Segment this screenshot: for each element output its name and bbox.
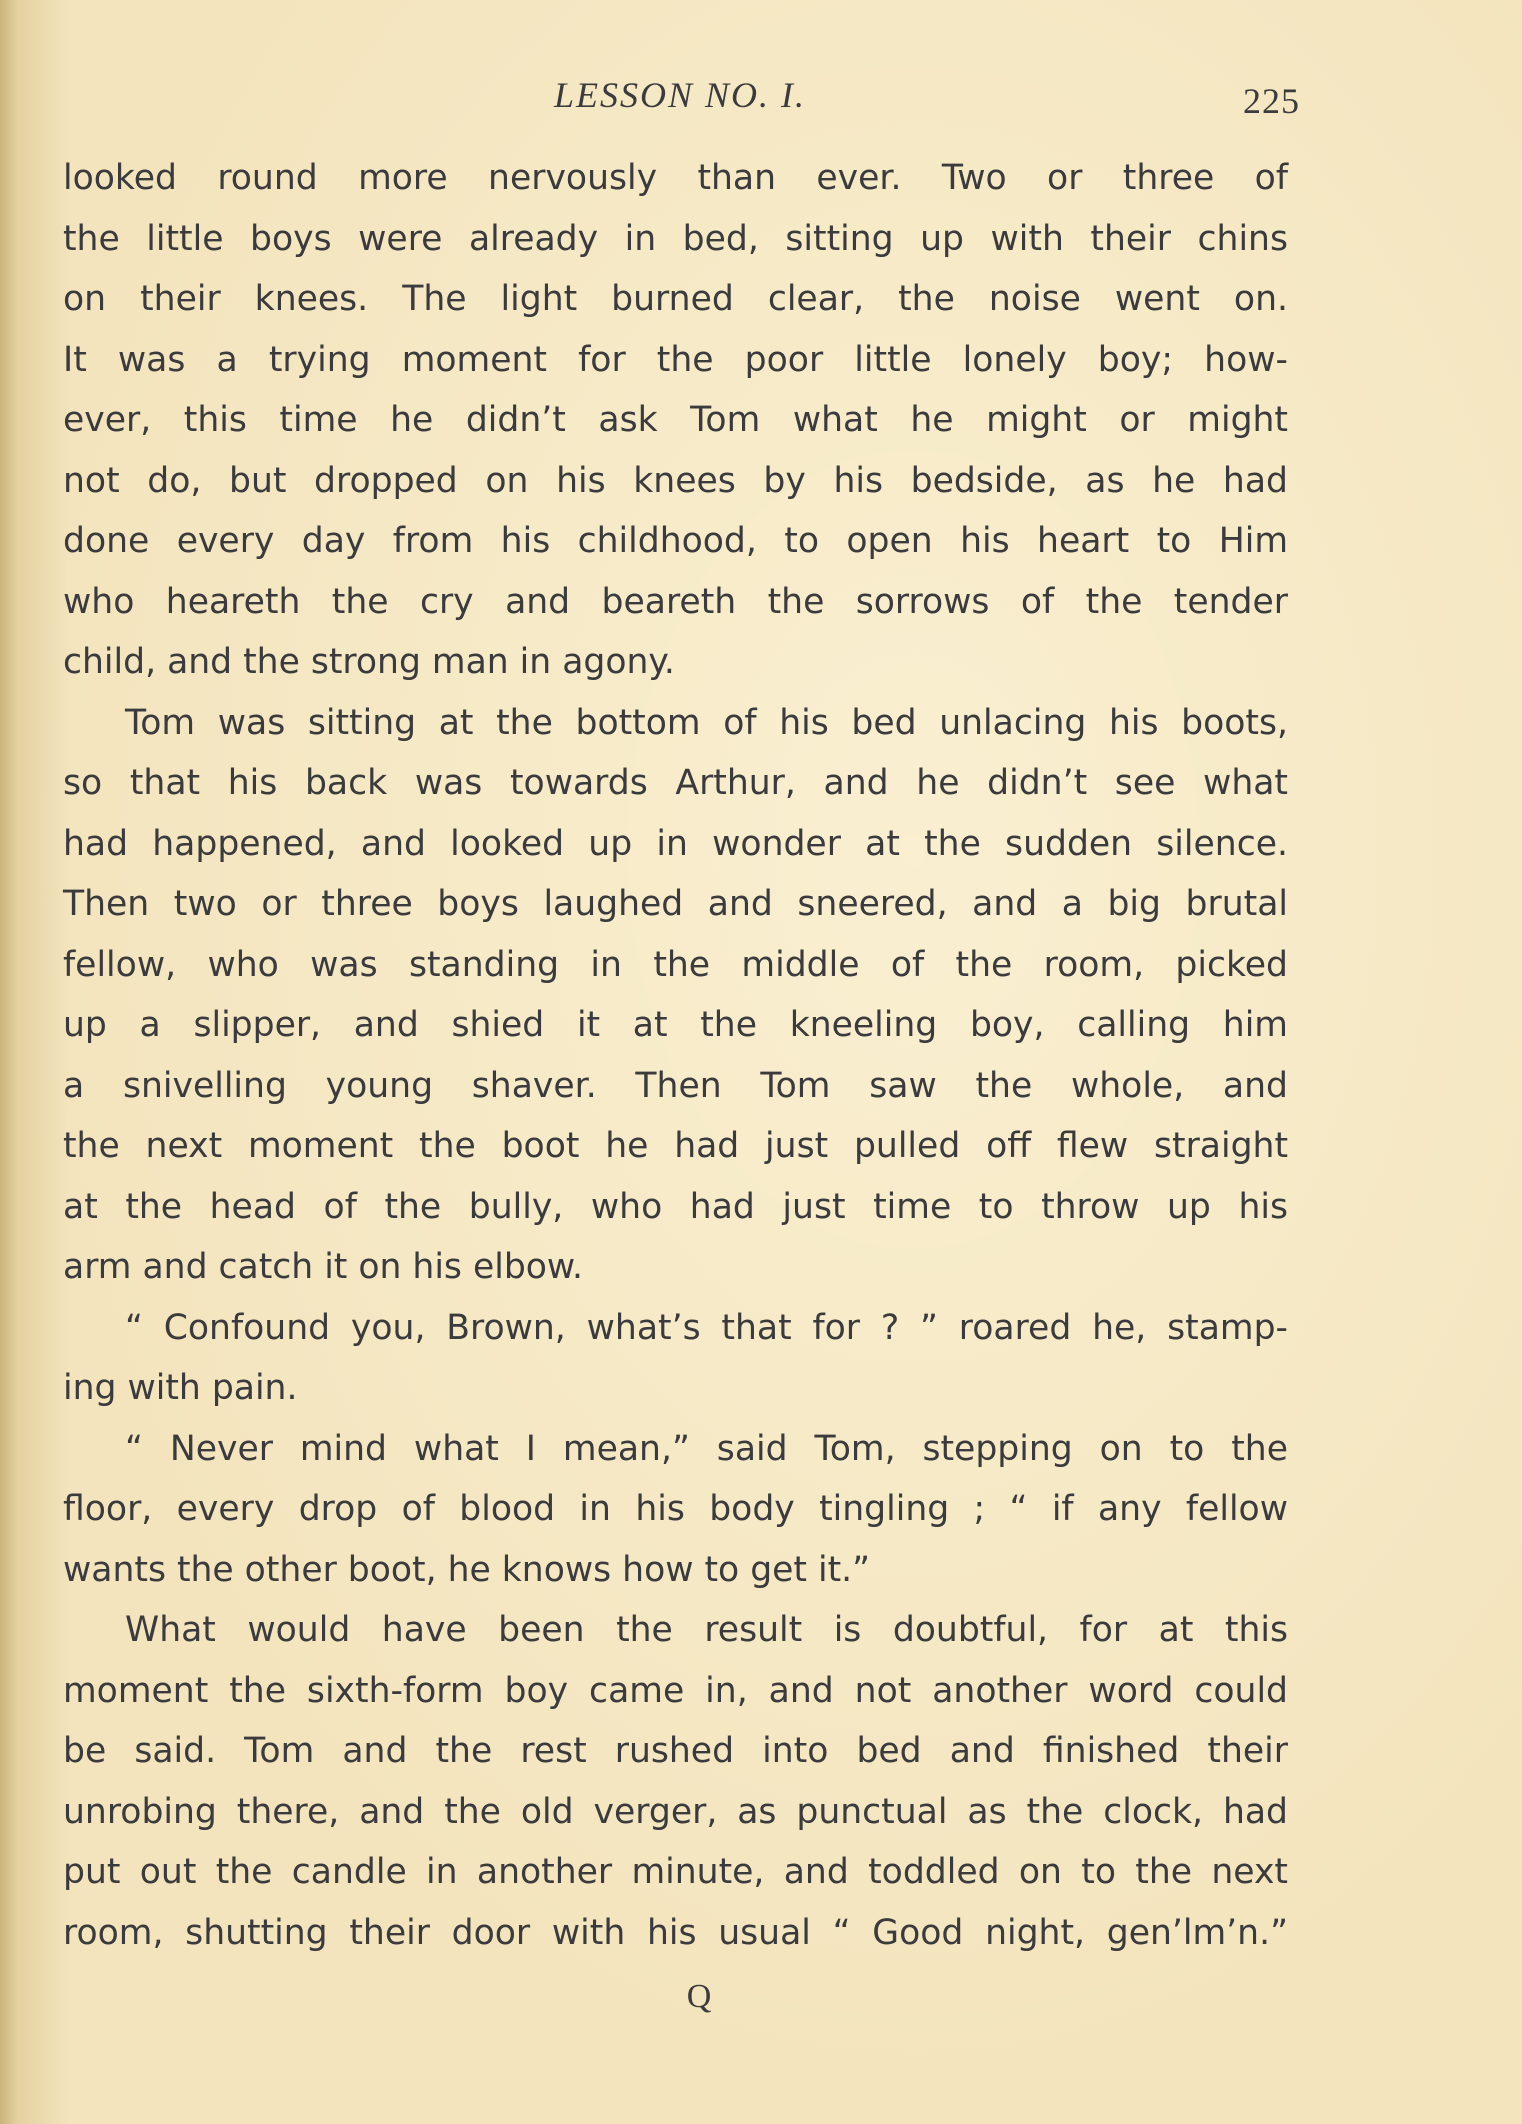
text-line: on their knees. The light burned clear, the noise went on.	[63, 279, 1288, 319]
text-line: ever, this time he didn’t ask Tom what he might or might	[63, 400, 1288, 440]
text-line: at the head of the bully, who had just time to throw up his	[63, 1186, 1288, 1227]
text-line: moment the sixth-form boy came in, and not another word could	[63, 1670, 1288, 1711]
text-line: the little boys were already in bed, sitting up with their chins	[63, 218, 1288, 259]
lesson-title: LESSON NO. I.	[553, 75, 807, 115]
text-line: fellow, who was standing in the middle of the room, picked	[63, 944, 1288, 985]
text-line: be said. Tom and the rest rushed into bed and finished their	[63, 1731, 1288, 1771]
text-line: up a slipper, and shied it at the kneeling boy, calling him	[63, 1005, 1288, 1045]
text-line: floor, every drop of blood in his body tingling ; “ if any fellow	[63, 1489, 1288, 1529]
text-line: arm and catch it on his elbow.	[63, 1247, 584, 1287]
text-line: What would have been the result is doubtful, for at this	[125, 1610, 1288, 1650]
text-line: so that his back was towards Arthur, and he didn’t see what	[63, 763, 1288, 803]
text-line: wants the other boot, he knows how to get it.”	[63, 1549, 871, 1590]
signature-mark: Q	[686, 1978, 712, 2015]
text-line: “ Confound you, Brown, what’s that for ? ” roared he, stamp-	[125, 1307, 1288, 1348]
text-line: Then two or three boys laughed and sneered, and a big brutal	[63, 884, 1288, 924]
running-head	[60, 74, 1300, 134]
text-line: It was a trying moment for the poor little lonely boy; how-	[63, 339, 1288, 380]
text-line: room, shutting their door with his usual “ Good night, gen’lm’n.”	[63, 1912, 1288, 1953]
text-line: had happened, and looked up in wonder at the sudden silence.	[63, 823, 1288, 864]
text-line: looked round more nervously than ever. Two or three of	[63, 158, 1288, 198]
text-line: Tom was sitting at the bottom of his bed unlacing his boots,	[125, 702, 1288, 743]
body-text	[63, 148, 1288, 1963]
text-line: done every day from his childhood, to open his heart to Him	[63, 521, 1288, 561]
text-line: “ Never mind what I mean,” said Tom, stepping on to the	[125, 1428, 1288, 1469]
text-line: not do, but dropped on his knees by his bedside, as he had	[63, 460, 1288, 501]
page-number: 225	[1243, 81, 1300, 121]
text-line: a snivelling young shaver. Then Tom saw the whole, and	[63, 1065, 1288, 1106]
text-line: ing with pain.	[63, 1368, 298, 1408]
text-line: put out the candle in another minute, and toddled on to the next	[63, 1852, 1288, 1892]
text-line: the next moment the boot he had just pulled off flew straight	[63, 1126, 1288, 1166]
text-line: child, and the strong man in agony.	[63, 642, 675, 682]
text-line: who heareth the cry and beareth the sorrows of the tender	[63, 581, 1288, 622]
text-line: unrobing there, and the old verger, as punctual as the clock, had	[63, 1791, 1288, 1832]
